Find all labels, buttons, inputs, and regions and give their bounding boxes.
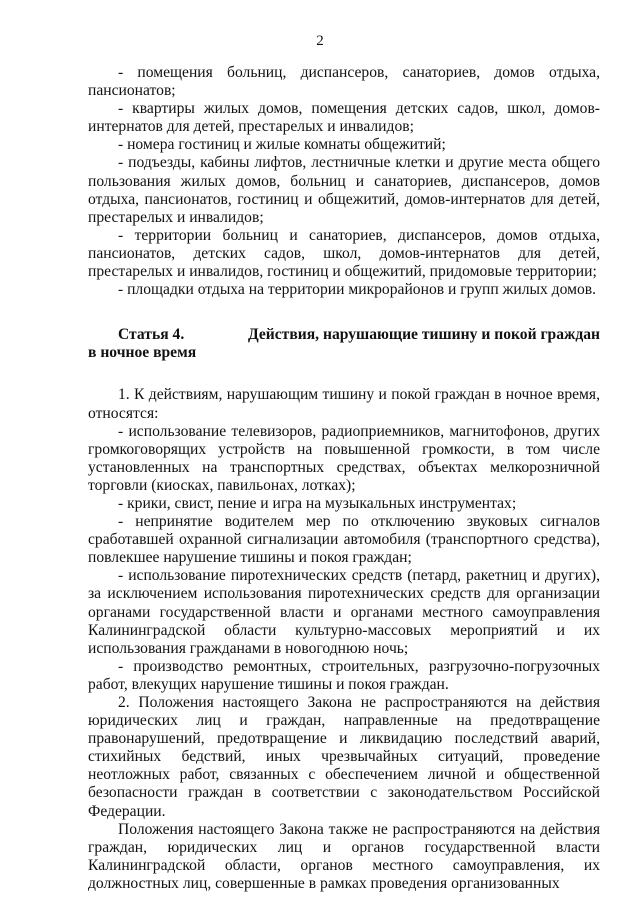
article-title-line2: в ночное время [88,344,197,362]
article-title-line1: Действия, нарушающие тишину и покой граждан [247,326,600,344]
list-item: - квартиры жилых домов, помещения детских садов, школ, домов-интернатов для детей, престарелых и инвалидов; [88,100,600,136]
list-item: - площадки отдыха на территории микрорайонов и групп жилых домов. [118,281,597,299]
premises-list [88,64,600,299]
list-item: - территории больниц и санаториев, диспансеров, домов отдыха, пансионатов, детских садов, школ, домов-интернатов для детей, престарелых и инвалидов, гостиниц и общежитий, придомовые территории; [88,226,600,281]
list-item: - использование пиротехнических средств (петард, ракетниц и других), за исключением использования пиротехнических средств для организации органами государственной власти и органами местного самоуправления Калининградской области культурно-массовых мероприятий и их использования гражданами в новогоднюю ночь; [88,567,600,657]
page-number: 2 [316,33,324,49]
document-body [88,64,600,893]
part2-paragraph: 2. Положения настоящего Закона не распространяются на действия юридических лиц и граждан, направленные на предотвращение правонарушений, предотвращение и ликвидацию последствий аварий, стихийных бедствий, иных чрезвычайных ситуаций, проведение неотложных работ, связанных с обеспечением личной и общественной безопасности граждан в соответствии с законодательством Российской Федерации. [88,694,600,820]
list-item: - помещения больниц, диспансеров, санаториев, домов отдыха, пансионатов; [88,64,600,100]
list-item: - крики, свист, пение и игра на музыкальных инструментах; [118,494,517,512]
list-item: - подъезды, кабины лифтов, лестничные клетки и другие места общего пользования жилых домов, больниц и санаториев, диспансеров, домов отдыха, пансионатов, гостиниц и общежитий, домов-интернатов для детей, престарелых и инвалидов; [88,154,600,226]
list-item: - использование телевизоров, радиоприемников, магнитофонов, других громкоговорящих устройств на повышенной громкости, в том числе установленных на транспортных средствах, объектах мелкорозничной торговли (киосках, павильонах, лотках); [88,422,600,494]
list-item: - производство ремонтных, строительных, разгрузочно-погрузочных работ, влекущих нарушение тишины и покоя граждан. [88,657,600,693]
actions-list [88,423,600,694]
article-heading [88,326,600,362]
article-label: Статья 4. [118,326,185,344]
list-item: - непринятие водителем мер по отключению звуковых сигналов сработавшей охранной сигнализации автомобиля (транспортного средства), повлекшее нарушение тишины и покоя граждан; [88,513,600,567]
list-item: - номера гостиниц и жилые комнаты общежитий; [118,136,446,154]
part3-paragraph: Положения настоящего Закона также не распространяются на действия граждан, юридических лиц и органов государственной власти Калининградской области, органов местного самоуправления, их должностных лиц, совершенные в рамках проведения организованных [88,820,600,892]
part1-intro: 1. К действиям, нарушающим тишину и покой граждан в ночное время, относятся: [88,386,600,422]
